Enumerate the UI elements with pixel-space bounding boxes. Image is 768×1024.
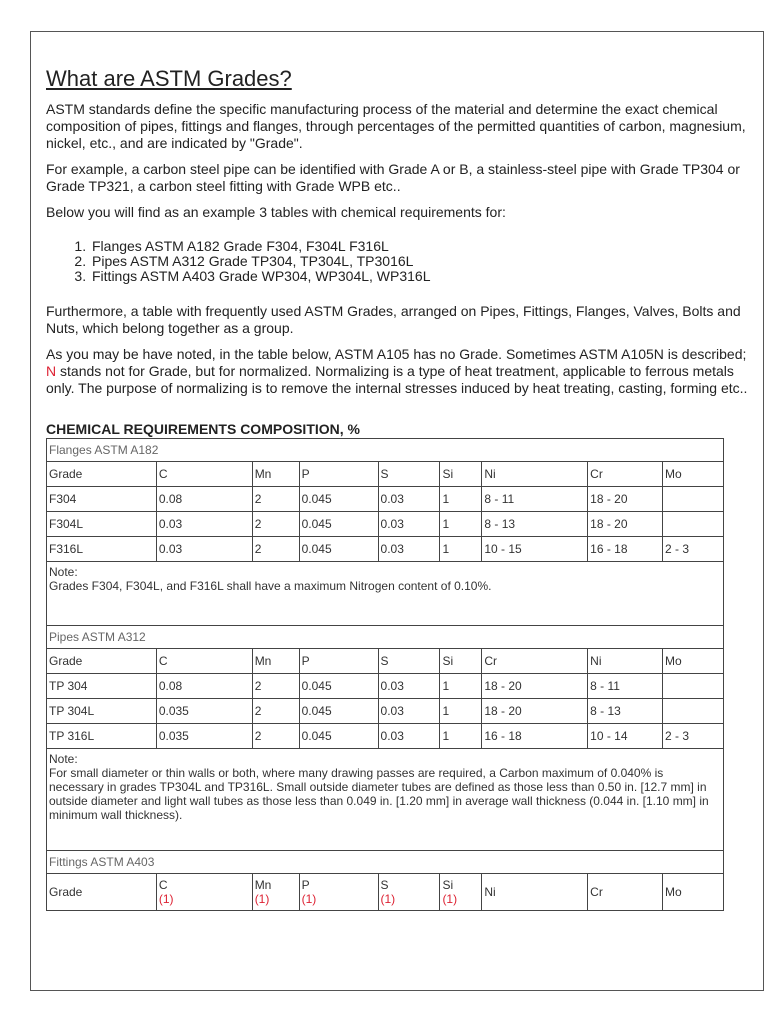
header-cell: Mo: [663, 462, 724, 487]
table-cell: 0.045: [299, 537, 378, 562]
table-cell: 0.03: [378, 724, 440, 749]
intro-paragraph-4: Furthermore, a table with frequently used ASTM Grades, arranged on Pipes, Fittings, Flanges, Valves, Bolts and Nuts, which belong together as a group.: [46, 303, 741, 336]
table-row: [47, 537, 724, 562]
table-row: [47, 512, 724, 537]
table-cell: 16 - 18: [588, 537, 663, 562]
table-row: [47, 699, 724, 724]
header-cell: Grade: [47, 462, 157, 487]
table-cell: 2: [252, 674, 299, 699]
table-cell: 0.035: [156, 699, 252, 724]
table-header-row: [47, 874, 724, 911]
chemical-requirements-table: [46, 438, 724, 911]
table-cell: TP 304L: [47, 699, 157, 724]
table-cell: 18 - 20: [482, 699, 588, 724]
header-cell: Ni: [482, 874, 588, 911]
header-cell: P: [299, 462, 378, 487]
table-row: [47, 724, 724, 749]
header-cell: Mo: [663, 874, 724, 911]
header-cell: Si: [440, 462, 482, 487]
list-item: 1. Flanges ASTM A182 Grade F304, F304L F316L: [90, 239, 756, 254]
table-cell: 2: [252, 512, 299, 537]
header-cell: Si: [440, 649, 482, 674]
table-cell: 8 - 11: [482, 487, 588, 512]
table-cell: 2: [252, 724, 299, 749]
example-list: [46, 239, 756, 284]
header-cell: Mn: [252, 649, 299, 674]
header-cell: Ni: [588, 649, 663, 674]
table-cell: 16 - 18: [482, 724, 588, 749]
table-cell: 2 - 3: [663, 724, 724, 749]
table-cell: 0.03: [156, 512, 252, 537]
table-cell: 0.03: [378, 537, 440, 562]
section-title-fittings: Fittings ASTM A403: [47, 851, 724, 874]
page-title: What are ASTM Grades?: [46, 66, 292, 91]
header-cell: Ni: [482, 462, 588, 487]
table-cell: 18 - 20: [588, 512, 663, 537]
table-cell: 8 - 13: [588, 699, 663, 724]
table-cell: 8 - 13: [482, 512, 588, 537]
table-cell: 0.08: [156, 487, 252, 512]
header-cell: Mn: [252, 462, 299, 487]
table-cell: 10 - 14: [588, 724, 663, 749]
table-cell: 0.045: [299, 724, 378, 749]
footnote-ref: (1): [301, 892, 317, 906]
note-label: Note:: [49, 752, 78, 766]
header-label: Si: [442, 878, 454, 892]
footnote-ref: (1): [158, 892, 174, 906]
table-cell: 0.045: [299, 674, 378, 699]
list-item: 2. Pipes ASTM A312 Grade TP304, TP304L, TP3016L: [90, 254, 756, 269]
table-row: [47, 674, 724, 699]
table-cell: 0.045: [299, 487, 378, 512]
table-cell: 0.03: [378, 674, 440, 699]
content: [46, 65, 756, 911]
intro-paragraph-3: Below you will find as an example 3 tables with chemical requirements for:: [46, 204, 506, 220]
table-cell: 1: [440, 674, 482, 699]
table-row: [47, 487, 724, 512]
header-cell: P: [299, 649, 378, 674]
header-cell: [252, 874, 299, 911]
table-cell: 1: [440, 699, 482, 724]
section-title-flanges: Flanges ASTM A182: [47, 439, 724, 462]
header-cell: S: [378, 462, 440, 487]
note-text: For small diameter or thin walls or both, where many drawing passes are required, a Carbon maximum of 0.040% is necessary in grades TP304L and TP316L. Small outside diameter tubes are defined as those less than 0.50 in. [12.7 mm] in outside diameter and light wall tubes as those less than 0.049 in. [1.20 mm] in average wall thickness (0.044 in. [1.10 mm] in minimum wall thickness).: [49, 766, 709, 822]
header-cell: C: [156, 649, 252, 674]
footnote-ref: (1): [380, 892, 396, 906]
header-cell: Cr: [588, 874, 663, 911]
table-header-row: [47, 649, 724, 674]
table-cell: 8 - 11: [588, 674, 663, 699]
table-cell: TP 304: [47, 674, 157, 699]
intro-paragraph-1: ASTM standards define the specific manufacturing process of the material and determine the exact chemical composition of pipes, fittings and flanges, through percentages of the permitted quantities of carbon, magnesium, nickel, etc., and are indicated by "Grade".: [46, 101, 746, 151]
table-cell: [663, 512, 724, 537]
header-cell: Cr: [482, 649, 588, 674]
table-cell: 0.045: [299, 512, 378, 537]
note-text: Grades F304, F304L, and F316L shall have a maximum Nitrogen content of 0.10%.: [49, 579, 492, 593]
table-header-row: [47, 462, 724, 487]
table-cell: [663, 487, 724, 512]
table-cell: F304L: [47, 512, 157, 537]
header-cell: [440, 874, 482, 911]
table-cell: 2: [252, 487, 299, 512]
table-cell: [663, 699, 724, 724]
pipes-note: [47, 749, 724, 851]
intro-paragraph-2: For example, a carbon steel pipe can be identified with Grade A or B, a stainless-steel pipe with Grade TP304 or Grade TP321, a carbon steel fitting with Grade WPB etc..: [46, 161, 740, 194]
flanges-note: [47, 562, 724, 626]
table-cell: 2: [252, 699, 299, 724]
list-item: 3. Fittings ASTM A403 Grade WP304, WP304L, WP316L: [90, 269, 756, 284]
note-label: Note:: [49, 565, 78, 579]
table-cell: 0.03: [156, 537, 252, 562]
intro-paragraph-6: [46, 363, 756, 397]
header-cell: Grade: [47, 649, 157, 674]
normalized-text: stands not for Grade, but for normalized. Normalizing is a type of heat treatment, applicable to ferrous metals only. The purpose of normalizing is to remove the internal stresses induced by heat treating, casting, forming etc..: [46, 363, 748, 396]
table-cell: 2 - 3: [663, 537, 724, 562]
header-label: P: [301, 878, 310, 892]
table-cell: TP 316L: [47, 724, 157, 749]
table-cell: 18 - 20: [482, 674, 588, 699]
header-label: S: [380, 878, 389, 892]
table-cell: 0.03: [378, 699, 440, 724]
normalized-letter: N: [46, 363, 57, 379]
table-cell: 18 - 20: [588, 487, 663, 512]
table-cell: 0.035: [156, 724, 252, 749]
header-label: Mn: [254, 878, 272, 892]
table-cell: 1: [440, 487, 482, 512]
table-cell: 0.045: [299, 699, 378, 724]
table-cell: 10 - 15: [482, 537, 588, 562]
header-cell: [378, 874, 440, 911]
header-cell: C: [156, 462, 252, 487]
header-cell: Grade: [47, 874, 157, 911]
table-cell: 0.03: [378, 487, 440, 512]
intro-paragraph-5: As you may be have noted, in the table below, ASTM A105 has no Grade. Sometimes ASTM A105N is described;: [46, 346, 747, 362]
table-cell: 0.03: [378, 512, 440, 537]
table-cell: F316L: [47, 537, 157, 562]
footnote-ref: (1): [442, 892, 458, 906]
footnote-ref: (1): [254, 892, 270, 906]
header-cell: [299, 874, 378, 911]
table-cell: F304: [47, 487, 157, 512]
table-cell: 1: [440, 724, 482, 749]
document-page: [30, 31, 764, 991]
table-cell: 1: [440, 537, 482, 562]
header-cell: [156, 874, 252, 911]
header-cell: S: [378, 649, 440, 674]
table-cell: 0.08: [156, 674, 252, 699]
header-cell: Cr: [588, 462, 663, 487]
table-heading: CHEMICAL REQUIREMENTS COMPOSITION, %: [46, 421, 360, 437]
header-label: C: [158, 878, 168, 892]
table-cell: [663, 674, 724, 699]
table-cell: 1: [440, 512, 482, 537]
section-title-pipes: Pipes ASTM A312: [47, 626, 724, 649]
table-cell: 2: [252, 537, 299, 562]
header-cell: Mo: [663, 649, 724, 674]
